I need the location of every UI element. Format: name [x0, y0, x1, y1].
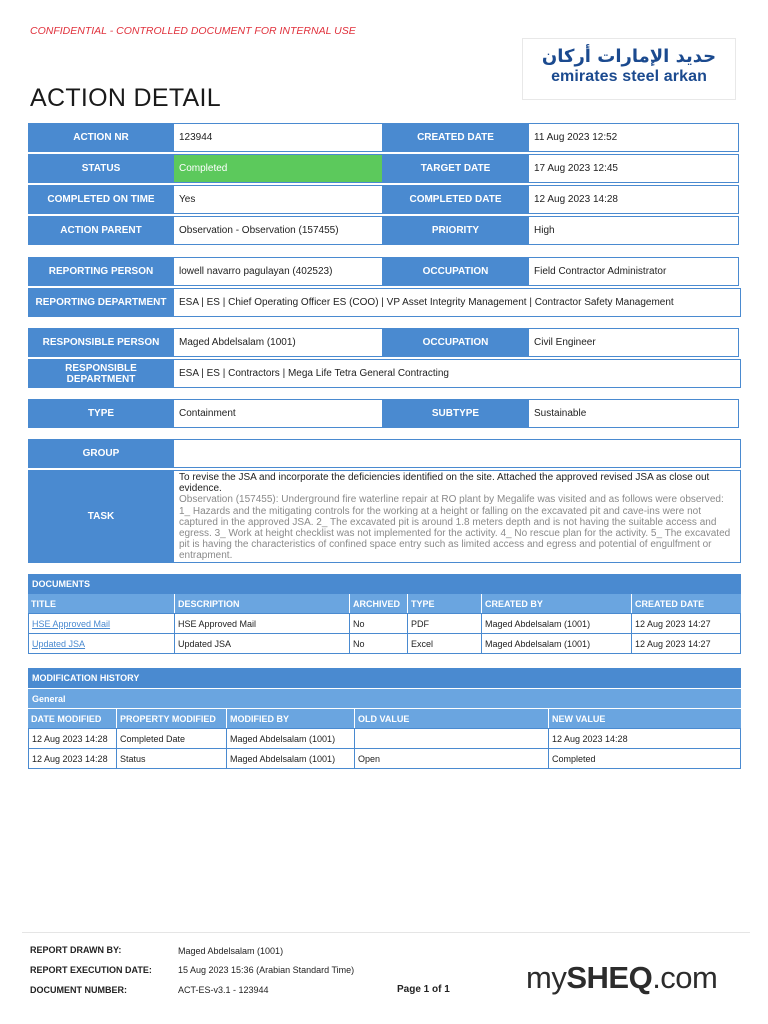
company-logo	[522, 38, 736, 100]
logo-english-text: emirates steel arkan	[551, 68, 707, 85]
completed-date-label: COMPLETED DATE	[382, 185, 529, 214]
documents-col-title: TITLE	[28, 594, 174, 614]
mysheq-logo	[526, 960, 717, 996]
history-subheading: General	[28, 688, 741, 708]
reporting-occupation-value: Field Contractor Administrator	[528, 257, 739, 286]
completed-date-value: 12 Aug 2023 14:28	[528, 185, 739, 214]
confidential-notice: CONFIDENTIAL - CONTROLLED DOCUMENT FOR INTERNAL USE	[30, 25, 356, 37]
document-type: PDF	[407, 613, 482, 634]
responsible-person-label: RESPONSIBLE PERSON	[28, 328, 174, 357]
documents-table	[28, 574, 741, 654]
detail-row-group	[28, 439, 741, 468]
history-col-modified-by: MODIFIED BY	[226, 709, 354, 729]
document-archived: No	[349, 613, 408, 634]
brand-prefix: my	[526, 960, 567, 995]
history-heading: MODIFICATION HISTORY	[28, 668, 741, 688]
task-value	[173, 470, 741, 563]
detail-row-task	[28, 470, 741, 563]
document-created-by: Maged Abdelsalam (1001)	[481, 633, 632, 654]
reporting-department-label: REPORTING DEPARTMENT	[28, 288, 174, 317]
group-label: GROUP	[28, 439, 174, 468]
table-row	[28, 729, 741, 749]
page-number: Page 1 of 1	[397, 984, 450, 995]
document-number-value: ACT-ES-v3.1 - 123944	[178, 985, 269, 995]
modification-history-table	[28, 668, 741, 769]
report-execution-date-value: 15 Aug 2023 15:36 (Arabian Standard Time)	[178, 965, 355, 975]
history-new-value: Completed	[548, 748, 741, 769]
history-date-modified: 12 Aug 2023 14:28	[28, 728, 117, 749]
detail-row-completed	[28, 185, 741, 214]
detail-row-responsible-person	[28, 328, 741, 357]
action-parent-label: ACTION PARENT	[28, 216, 174, 245]
type-label: TYPE	[28, 399, 174, 428]
target-date-label: TARGET DATE	[382, 154, 529, 183]
table-row	[28, 634, 741, 654]
task-observation: Observation (157455): Underground fire waterline repair at RO plant by Megalife was visited and as follows were observed: 1_ Hazards and the mitigating controls for the working at a height or falling on the excavated pit and cave-ins were not captured in the approved JSA. 2_ The excavated pit is around 1.8 meters depth and is not having the suitable access and egress. 3_ Work at height checklist was not implemented for the activity. 4_ No rescue plan for the activity. 5_ The excavated pit is having the characteristics of confined space entry such as limited access and egress and potential of engulfment or entrapment.	[179, 494, 731, 562]
history-old-value	[354, 728, 549, 749]
detail-row-type	[28, 399, 741, 428]
document-title-link[interactable]	[28, 633, 175, 654]
responsible-occupation-value: Civil Engineer	[528, 328, 739, 357]
history-header-row	[28, 708, 741, 729]
completed-on-time-label: COMPLETED ON TIME	[28, 185, 174, 214]
document-link-text[interactable]: Updated JSA	[32, 638, 86, 649]
detail-row-action-nr	[28, 123, 741, 152]
priority-label: PRIORITY	[382, 216, 529, 245]
document-created-by: Maged Abdelsalam (1001)	[481, 613, 632, 634]
history-col-new-value: NEW VALUE	[548, 709, 741, 729]
action-parent-value: Observation - Observation (157455)	[173, 216, 383, 245]
type-value: Containment	[173, 399, 383, 428]
detail-row-reporting-person	[28, 257, 741, 286]
completed-on-time-value: Yes	[173, 185, 383, 214]
status-label: STATUS	[28, 154, 174, 183]
history-date-modified: 12 Aug 2023 14:28	[28, 748, 117, 769]
detail-row-status	[28, 154, 741, 183]
action-nr-value: 123944	[173, 123, 383, 152]
documents-heading: DOCUMENTS	[28, 574, 741, 594]
table-row	[28, 749, 741, 769]
responsible-occupation-label: OCCUPATION	[382, 328, 529, 357]
documents-col-type: TYPE	[407, 594, 481, 614]
page-title: ACTION DETAIL	[30, 84, 221, 112]
reporting-occupation-label: OCCUPATION	[382, 257, 529, 286]
reporting-department-value: ESA | ES | Chief Operating Officer ES (COO) | VP Asset Integrity Management | Contractor Safety Management	[173, 288, 741, 317]
documents-col-created-by: CREATED BY	[481, 594, 631, 614]
document-type: Excel	[407, 633, 482, 654]
report-drawn-by-value: Maged Abdelsalam (1001)	[178, 946, 284, 956]
history-property-modified: Status	[116, 748, 227, 769]
priority-value: High	[528, 216, 739, 245]
document-description: HSE Approved Mail	[174, 613, 350, 634]
report-execution-date-label: REPORT EXECUTION DATE:	[30, 965, 152, 975]
detail-row-responsible-department	[28, 359, 741, 388]
document-number-label: DOCUMENT NUMBER:	[30, 985, 127, 995]
responsible-person-value: Maged Abdelsalam (1001)	[173, 328, 383, 357]
history-new-value: 12 Aug 2023 14:28	[548, 728, 741, 749]
task-description: To revise the JSA and incorporate the deficiencies identified on the site. Attached the approved revised JSA as close out evidence.	[179, 472, 710, 495]
subtype-label: SUBTYPE	[382, 399, 529, 428]
created-date-value: 11 Aug 2023 12:52	[528, 123, 739, 152]
brand-suffix: .com	[652, 960, 718, 995]
detail-row-reporting-department	[28, 288, 741, 317]
documents-header-row	[28, 594, 741, 614]
document-link-text[interactable]: HSE Approved Mail	[32, 618, 111, 629]
document-archived: No	[349, 633, 408, 654]
history-col-old-value: OLD VALUE	[354, 709, 548, 729]
created-date-label: CREATED DATE	[382, 123, 529, 152]
responsible-department-label: RESPONSIBLE DEPARTMENT	[28, 359, 174, 388]
documents-col-archived: ARCHIVED	[349, 594, 407, 614]
reporting-person-value: lowell navarro pagulayan (402523)	[173, 257, 383, 286]
document-created-date: 12 Aug 2023 14:27	[631, 633, 741, 654]
detail-row-action-parent	[28, 216, 741, 245]
history-old-value: Open	[354, 748, 549, 769]
history-modified-by: Maged Abdelsalam (1001)	[226, 728, 355, 749]
subtype-value: Sustainable	[528, 399, 739, 428]
history-col-date-modified: DATE MODIFIED	[28, 709, 116, 729]
documents-col-created-date: CREATED DATE	[631, 594, 741, 614]
history-col-property-modified: PROPERTY MODIFIED	[116, 709, 226, 729]
table-row	[28, 614, 741, 634]
group-value	[173, 439, 741, 468]
brand-sheq: SHEQ	[566, 960, 653, 995]
logo-arabic-text: حديد الإمارات أركان	[541, 46, 717, 67]
documents-col-description: DESCRIPTION	[174, 594, 349, 614]
footer-divider	[22, 932, 750, 933]
document-created-date: 12 Aug 2023 14:27	[631, 613, 741, 634]
reporting-person-label: REPORTING PERSON	[28, 257, 174, 286]
report-drawn-by-label: REPORT DRAWN BY:	[30, 945, 122, 955]
action-nr-label: ACTION NR	[28, 123, 174, 152]
status-badge: Completed	[173, 154, 383, 183]
document-title-link[interactable]	[28, 613, 175, 634]
history-property-modified: Completed Date	[116, 728, 227, 749]
task-label: TASK	[28, 470, 174, 563]
responsible-department-value: ESA | ES | Contractors | Mega Life Tetra General Contracting	[173, 359, 741, 388]
document-description: Updated JSA	[174, 633, 350, 654]
history-modified-by: Maged Abdelsalam (1001)	[226, 748, 355, 769]
target-date-value: 17 Aug 2023 12:45	[528, 154, 739, 183]
